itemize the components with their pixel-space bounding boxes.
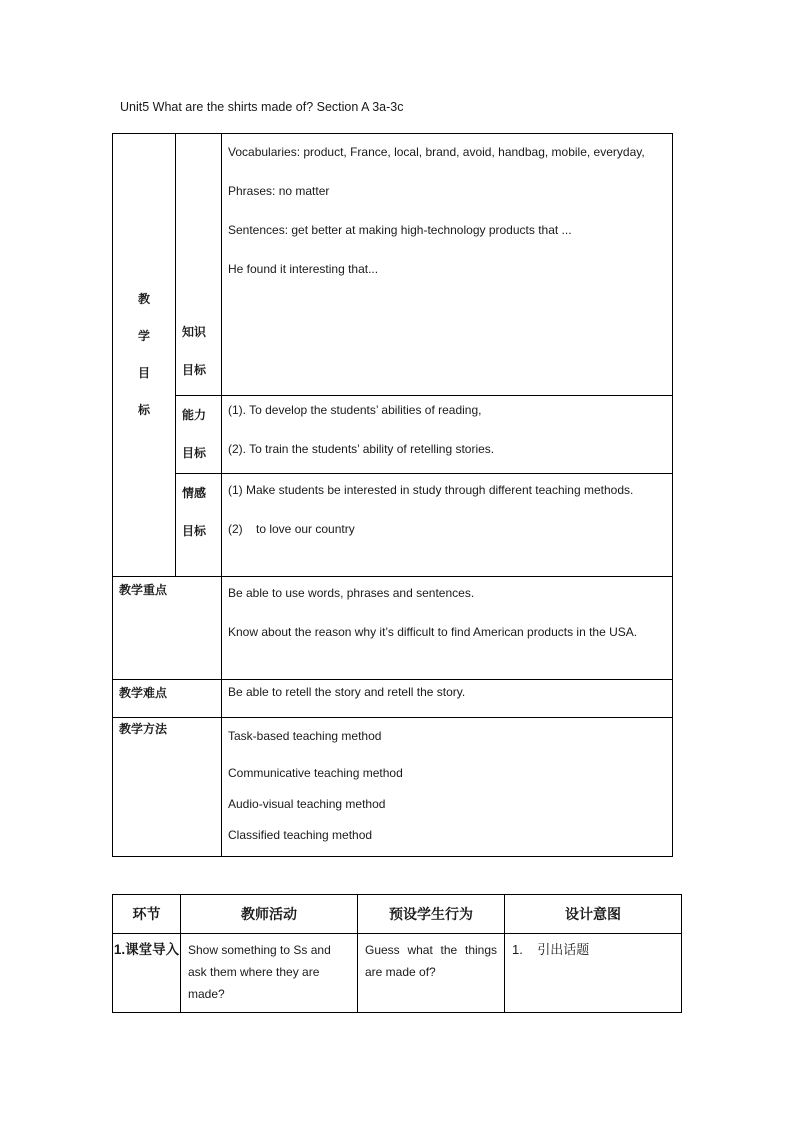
header-stage: 环节 xyxy=(113,895,181,934)
document-title: Unit5 What are the shirts made of? Section A 3a-3c xyxy=(120,100,404,114)
header-design-intent: 设计意图 xyxy=(505,895,682,934)
header-student-behavior: 预设学生行为 xyxy=(358,895,505,934)
knowledge-objective-label: 知识 目标 xyxy=(176,134,222,396)
difficult-points-label: 教学难点 xyxy=(113,680,222,718)
teaching-methods-label: 教学方法 xyxy=(113,718,222,857)
key-points-label: 教学重点 xyxy=(113,577,222,680)
design-intent-cell: 1. 引出话题 xyxy=(505,934,682,1013)
stage-cell: 1.课堂导入 xyxy=(113,934,181,1013)
ability-objective-label: 能力 目标 xyxy=(176,396,222,474)
key-points-content: Be able to use words, phrases and sentences. Know about the reason why it’s difficult to find American products in the USA. xyxy=(222,577,673,680)
emotion-objective-content: (1) Make students be interested in study through different teaching methods. (2) to love our country xyxy=(222,474,673,577)
emotion-objective-label: 情感 目标 xyxy=(176,474,222,577)
knowledge-objective-content: Vocabularies: product, France, local, brand, avoid, handbag, mobile, everyday, Phrases: no matter Sentences: get better at making high-technology products that ... He found it interesting that... xyxy=(222,134,673,396)
difficult-points-content: Be able to retell the story and retell the story. xyxy=(222,680,673,718)
header-teacher-activity: 教师活动 xyxy=(181,895,358,934)
table-row xyxy=(113,934,682,1013)
teaching-objectives-label: 教 学 目 标 xyxy=(113,134,176,577)
student-behavior-cell: Guess what the things are made of? xyxy=(358,934,505,1013)
procedure-table xyxy=(112,894,682,1013)
objectives-table xyxy=(112,133,673,857)
teaching-methods-content: Task-based teaching method Communicative teaching method Audio-visual teaching method Classified teaching method xyxy=(222,718,673,857)
ability-objective-content: (1). To develop the students’ abilities of reading, (2). To train the students’ ability of retelling stories. xyxy=(222,396,673,474)
teacher-activity-cell: Show something to Ss and ask them where they are made? xyxy=(181,934,358,1013)
